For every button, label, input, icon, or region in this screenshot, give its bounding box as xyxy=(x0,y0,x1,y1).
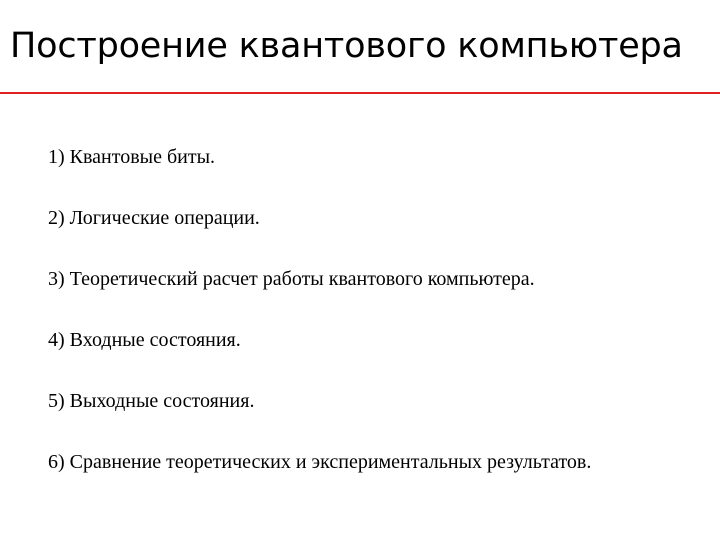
list-item-5: 5) Выходные состояния. xyxy=(48,390,255,412)
list-item-2: 2) Логические операции. xyxy=(48,207,260,229)
list-item-6: 6) Сравнение теоретических и экспериментальных результатов. xyxy=(48,451,592,473)
item-list xyxy=(48,142,591,508)
title-underline xyxy=(0,92,720,94)
slide-title: Построение квантового компьютера xyxy=(10,26,683,66)
list-item-3: 3) Теоретический расчет работы квантового компьютера. xyxy=(48,268,535,290)
list-item-1: 1) Квантовые биты. xyxy=(48,146,216,168)
list-item-4: 4) Входные состояния. xyxy=(48,329,241,351)
